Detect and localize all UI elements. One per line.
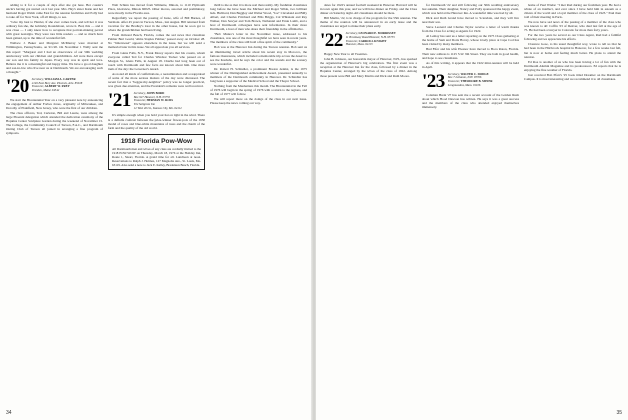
treasurer-city: Hanover, Mass. 02113: [345, 42, 373, 47]
paragraph: for Dartmouth '22 and still following our 50th wedding anniversary last autumn. Their daughter, Nancy and Polly sponsored the happy event, which was held at the Hanover Inn. A wonderful time was had by all.: [422, 3, 519, 16]
left-column-2: [108, 3, 205, 401]
secretary-address: 2149 East Bury Ave. Phoenix, Ariz. 85018: [31, 80, 83, 85]
treasurer-name: THEODORE B. MINER: [460, 79, 493, 84]
paragraph: For the two years he served as our Class Agent, Rud had a faithful following and we appreciate his efforts.: [524, 33, 621, 42]
paragraph: Ed Roe is another of us who has been having a lot of fun with the Dartmouth Alumni Magazine and its predecessors. Ed reports that he is enjoying the fine weather of Florida.: [524, 59, 621, 72]
secretary-label: Secretary,: [345, 31, 358, 36]
left-column-1: [6, 3, 103, 401]
paragraph: "Give my best to Harriet, if she ever comes back, and tell her it was ordinary fun she, the Grimsley Roundabout, wrote it. Bad, this — and it was close — I only knew how to recapture that portrait-making period with great nostalgia. They were rare little readers — and so much have been gained, up to the time of wonderful fall.: [6, 20, 103, 41]
paragraph: We will report more on the doings of the class in our next issue. Please keep the news coming our way.: [210, 97, 307, 106]
paragraph: Wallace J. Baker and Margaret McMurray were married at Wilmington, Pennsylvania, on 9/1/20. On November 1 Wally sent me this report: "Margaret and I had an observance of our 50th wedding anniversary with our children and grandchildren. All were there except our son and his family in Japan. Every way was in spirit and love. Believe me it is a meaningful and happy time. We have a good daughter and son-in-law who live near us at Dartmouth. We are encouraging such a thought.": [6, 41, 103, 74]
treasurer-city: 12 West 4th St., Kansas City, Mo. 64112: [133, 105, 182, 110]
paragraph: We now have sad news of the passing of a member of the class who was known to all: Coffin '23 of Denver, who died last fall at the age of 75. He had been a lawyer in Colorado for more than forty years.: [524, 20, 621, 33]
secretary-label: Secretary,: [447, 71, 460, 76]
secretary-name: LEONARD E. MORRISSEY: [358, 31, 396, 36]
treasurer-city: Dresden, Maine 04342: [31, 87, 60, 92]
paragraph: As of this writing, it appears that the 1922 mini-reunion will be held in April.: [422, 60, 519, 69]
class-officers: [134, 92, 182, 111]
paragraph: Al Lemay has sent us a letter reporting on the 1975 Class gathering at the home of Sam and Doris Hovey, whose lovely place at Cape Cod has been visited by many members.: [422, 34, 519, 47]
treasurer-name: HERMAN W. ROSS: [146, 98, 173, 103]
page-number-left: 34: [6, 410, 12, 416]
treasurer-name: ALBERT W. FREY: [44, 84, 70, 89]
treasurer-city: Longmeadow, Mass. 01106: [447, 82, 481, 87]
secretary-name: WALTER C. DODGE: [460, 71, 489, 76]
paragraph: As noted all kinds of confirmations, a reexamination and a reappraisal of some of the more serious matters of the day were discussed. The recent fact that a "beggar-thy-neighbor" policy was no longer practical, was given due attention, and the President's remarks were well received.: [108, 71, 205, 88]
class-year: '20: [6, 75, 29, 97]
paragraph: Clarence Gose, to his usual thoughtful way, wrote to tell us that he had been in the Hitchcock hospital in Hanover, for a few weeks last fall, but is now at home and feeling much better. He plans to attend the reunion.: [524, 42, 621, 59]
paragraph: The class officers, Ted, Carleton, Bill and Laurie, were among the large Phoenix delegation which attended the dedication ceremony of the Hopkins Center Sculpture Garden during the weekend of November 15. The College, the Community Council of Tucson, F.A.C., and Dartmouth Outing Club of Tucson all joined in arranging a fine program of symposia.: [6, 110, 103, 136]
paragraph: thrill to me as that it is more real than reality. My freshman classmates long before me have been the Michael and Roger Wilde, two brilliant lads. Hubbard, Dan Baggley and Walter Wood, "Joe" Cleveland and Billy Albert, and Charles Pritchard and Ellis Briggs, Cal Whisnant and Ray Walker, Dan Sawyer and Tom Brown, Nathaniel and Ernie Lamb, and a host of Dartmouth colleagues have sent information. In their more Dartmouth, a host of men who share their friendship in the affirmative.: [210, 3, 307, 32]
paragraph: Happy New Year to all Twenties.: [324, 52, 368, 57]
left-page: [0, 0, 312, 420]
paragraph: dates for 1922's annual football weekend in Hanover. Harvard will be in town again this year, and we will have dinner on Friday, and the Class dinner on Saturday night. All classmates should be there.: [320, 3, 417, 16]
left-column-3: [210, 3, 307, 401]
secretary-name: JOHN BORD: [146, 90, 165, 95]
treasurer-name: CARROLL KNIGHT: [358, 38, 387, 43]
paragraph: home of Paul Wiebe: "I met Rud during our freshman year. He had a whale of an intellect, and ever since I have held him in esteem as a citizen of the world and a loyal member of the class of 1923." Paul then told of their meeting in Paris.: [524, 3, 621, 20]
secretary-address: Box 7 Lebanon, N.H. 03766: [447, 75, 482, 80]
treasurer-label: Treasurer,: [447, 79, 460, 84]
treasurer-address: The Saltgrass Inn: [133, 102, 155, 107]
class-year: '21: [108, 89, 131, 111]
class-heading-1920: [6, 75, 103, 97]
paragraph: Bud Fifer and his wife Eleanor have moved to Boca Raton, Florida. Their new address is 1125 S.W. 9th Street. They are both in good health, and hope to see classmates.: [422, 47, 519, 60]
treasurer-label: Treasurer,: [345, 38, 358, 43]
paragraph: We start the Bicentennial Year on a very pleasant note by announcing the engagement of Arthur Forbes Jones, originally of Milwaukee, and Dorothy of Plainfield, New Jersey, who were the first of our children.: [6, 97, 103, 110]
secretary-address: Box 927 Hanover, N.H. 03755: [133, 94, 171, 99]
class-heading-1921: [108, 89, 205, 111]
right-column-1: [320, 3, 417, 401]
paragraph: adding to it for a couple of days after she got here. Her cousin's uncle's having got started on it last year. Mrs. Hay's sister Katie and her husband Roger Walsh came East for the reunion festivities and Polly had to take off for New York, off all things, to see.: [6, 3, 103, 20]
class-officers: [32, 78, 82, 93]
class-year: '22: [320, 30, 343, 52]
paragraph: Nothing from the Manhattans this month. The Bicentennial in the Fall of 1976 will begin in the spring of 1976 with a return to the regions, and the fall of 1977 will follow.: [210, 83, 307, 96]
treasurer-label: Treasurer,: [133, 98, 146, 103]
paragraph: Steve Leonard and Charles Taylor receive a letter of warm thanks from the Class for acting as Agents for 1922.: [422, 25, 519, 34]
pow-wow-announcement-box: [108, 134, 205, 170]
paragraph: "Bob Munro's letter in the November issue, addressed to his classmates, was one of the most thoughtful we have seen in recent years. The members of the class still hold a fine spirit of the community.": [210, 32, 307, 45]
paragraph: Walt Schinn has moved from Wilmette, Illinois, to 1110 Plymouth Place, Glenview, Illinois 60025. Other moves, assorted and preliminary, were mostly in the Florida area.: [108, 3, 205, 16]
secretary-address: 11 Brookway Road Hanover, N.H. 03755: [345, 34, 395, 39]
right-column-3: [524, 3, 621, 401]
secretary-label: Secretary,: [31, 76, 44, 81]
paragraph: John B. Johnson, our honorable mayor of Hanover, N.H., has sparked the organization of Hanover's big celebration. The first event was a reception at the Hanover Inn for the class, followed by a dinner in the Hopkins Center, arranged by the wives of the class of 1922. Among those present were Bill and Mary Martin and Dick and Ruth Moore.: [320, 57, 417, 78]
class-year: '23: [422, 70, 445, 92]
treasurer-label: Treasurer,: [31, 84, 44, 89]
paragraph: Bill Martin, '22, is in charge of the program for the 55th reunion. The theme of the reunion will be announced in an early issue and the classmates are urged to make their plans early.: [320, 16, 417, 29]
announcement-body: All Dartmouth men and wives of any class are cordially invited to the 1918 POW-WOW on Thursday, March 18, 1976 at the Holiday Inn, Route 1, Stuart, Florida. A grand time for all. Luncheon at noon. Reservations to Ralph J. Holmes, 127 Magnolia Ave., St. Louis, Mo. 63119. Also send a note to Jack E. Kelley, Bradenton Beach, Florida.: [112, 146, 201, 167]
secretary-name: WILLIAM A. CARTER: [44, 76, 76, 81]
paragraph: Dr. Robert H. Schindler, a prominent Boston dentist, is the 1975 winner of the Distinguished Achievement Award, presented annually to members of the Dartmouth community in Hanover. Dr. Schindler has long been a supporter of the Medical School and the Thayer School.: [210, 66, 307, 83]
paragraph: From Glens Falls, N.Y., Frank Morey reports that his cousin, whom everyone called Ted for Charles Windsor Tucker who passed on at Morgan St., Glens Falls, in August 18. Charlie had long been out of touch with Dartmouth and few facts are known about him. One more item of the day: the Governor's Award.: [108, 50, 205, 71]
announcement-title: 1918 Florida Pow-Wow: [120, 137, 193, 145]
paragraph: Regretfully we report the passing of Irene, wife of Bill Barnes, of Vermont. After 45 years in Tucson, Mass., last August. Bill returned from vacation for the Bradley's treat in the other house, but he soon got to where the grandchildren had been living.: [108, 16, 205, 33]
class-officers: [448, 73, 493, 88]
paragraph: It's simple enough when you hold your hat on tight in the wind. There is a definite contrast between the prize-winner flower-pots of the 1930 model of roses and blue-white mountains of trees and the charm of the farm and the quality of the old world.: [108, 113, 205, 130]
right-column-2: [422, 3, 519, 401]
class-heading-1923: [422, 70, 519, 92]
secretary-label: Secretary,: [133, 90, 146, 95]
paragraph: Dick and Ruth Grand have moved to Scarsdale, and they will live near their son.: [422, 16, 519, 25]
paragraph: Just received Bob Pfarr's '25 book titled Dreamer on the Dartmouth Campus. It is most interesting and we recommend it to all classmates.: [524, 72, 621, 81]
class-heading-1922: [320, 30, 417, 52]
paragraph: From Ormond Beach, Florida, comes the sad news that classmate Palmer Bert Gould, 'Alma Staples Palmer,' passed away on October 28. No "bittersweet" appears elsewhere in the issue, but we will send a memorial later in this issue. We all appreciate you all services.: [108, 33, 205, 50]
class-officers: [346, 32, 396, 47]
page-number-right: 35: [616, 410, 622, 416]
paragraph: Coleman Brent '27 has sent me a recent account of the Golden Rush about which Hood Dawson has written. He says it was a great success and the members of the class who attended enjoyed themselves immensely.: [422, 92, 519, 109]
paragraph: Bob was at the Hanover Inn during the Tucson reunion. Bob sent us an illuminating travel article about his recent stay in Morocco, the famous Ouarzazate, which included a memorable trip across the desert to see the Kasbahs, and he says the color and the sounds and the scenery were wonderful.: [210, 45, 307, 66]
right-page: [316, 0, 628, 420]
